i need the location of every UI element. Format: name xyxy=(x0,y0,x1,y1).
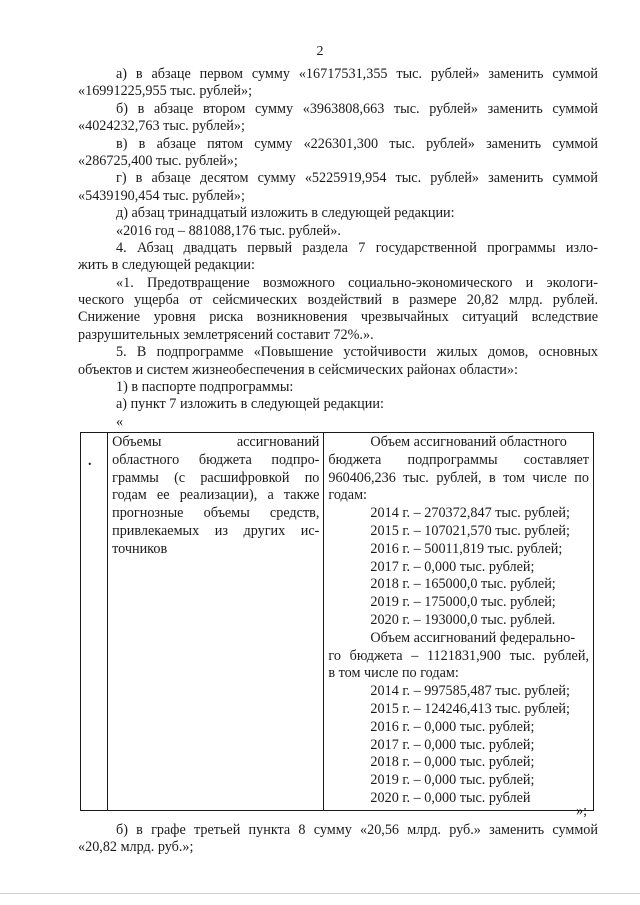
description-line: привлекаемых из других ис- xyxy=(112,522,320,539)
text-line: 2019 г. – 175000,0 тыс. рублей; xyxy=(370,594,556,611)
text-line: Объем ассигнований федерально- xyxy=(370,629,576,646)
page-number: 2 xyxy=(316,44,324,59)
text-line: в) в абзаце пятом сумму «226301,300 тыс. рублей» заменить суммой xyxy=(116,135,598,152)
text-line: б) в абзаце втором сумму «3963808,663 тыс. рублей» заменить суммой xyxy=(116,100,598,117)
text-line: 2020 г. – 0,000 тыс. рублей xyxy=(370,789,531,806)
text-line: 4. Абзац двадцать первый раздела 7 государственной программы изло- xyxy=(116,239,598,256)
row-number: . xyxy=(88,453,92,469)
table-row xyxy=(81,433,594,811)
text-line: 2016 г. – 0,000 тыс. рублей; xyxy=(370,718,535,735)
document-tail xyxy=(78,822,598,857)
text-line: а) пункт 7 изложить в следующей редакции: xyxy=(116,396,384,413)
description-line: граммы (с расшифровкой по xyxy=(112,469,320,486)
text-line: «286725,400 тыс. рублей»; xyxy=(78,152,238,169)
text-line: 960406,236 тыс. рублей, в том числе по xyxy=(328,469,589,486)
text-line: ческого ущерба от сейсмических воздействий в размере 20,82 млрд. рублей. xyxy=(78,292,598,309)
closing-quote: »; xyxy=(576,803,588,819)
text-line: 5. В подпрограмме «Повышение устойчивости жилых домов, основных xyxy=(116,344,598,361)
text-line: го бюджета – 1121831,900 тыс. рублей, xyxy=(328,647,589,664)
text-line: 2015 г. – 107021,570 тыс. рублей; xyxy=(370,522,570,539)
text-line: «16991225,955 тыс. рублей»; xyxy=(78,83,253,100)
description-line: годам ее реализации), а также xyxy=(112,487,320,504)
text-line: «1. Предотвращение возможного социально-экономического и экологи- xyxy=(116,274,598,291)
scan-edge-line xyxy=(0,893,640,894)
text-line: 2019 г. – 0,000 тыс. рублей; xyxy=(370,772,535,789)
row-number-cell xyxy=(81,433,108,811)
text-line: объектов и систем жизнеобеспечения в сейсмических районах области»: xyxy=(78,361,518,378)
text-line: Снижение уровня риска возникновения чрезвычайных ситуаций вследствие xyxy=(78,309,598,326)
text-line: б) в графе третьей пункта 8 сумму «20,56 млрд. руб.» заменить суммой xyxy=(116,822,598,838)
funding-values-cell xyxy=(324,433,594,811)
description-line: прогнозные объемы средств, xyxy=(112,505,320,522)
text-line: д) абзац тринадцатый изложить в следующей редакции: xyxy=(116,205,455,222)
text-line: 2017 г. – 0,000 тыс. рублей; xyxy=(370,558,535,575)
text-line: в том числе по годам: xyxy=(328,665,459,682)
text-line: «5439190,454 тыс. рублей»; xyxy=(78,187,245,204)
description-line: Объемы ассигнований xyxy=(112,434,320,450)
text-line: разрушительных землетрясений составит 72%.». xyxy=(78,326,374,343)
text-line: 2018 г. – 165000,0 тыс. рублей; xyxy=(370,576,556,593)
text-line: г) в абзаце десятом сумму «5225919,954 тыс. рублей» заменить суммой xyxy=(116,170,598,187)
text-line: 2017 г. – 0,000 тыс. рублей; xyxy=(370,736,535,753)
text-line: 2020 г. – 193000,0 тыс. рублей. xyxy=(370,611,556,628)
text-line: 2018 г. – 0,000 тыс. рублей; xyxy=(370,754,535,771)
program-funding-table xyxy=(80,432,594,811)
document-body xyxy=(78,66,598,430)
text-line: бюджета подпрограммы составляет xyxy=(328,451,589,468)
opening-quote: « xyxy=(116,413,124,430)
text-line: 2015 г. – 124246,413 тыс. рублей; xyxy=(370,700,570,717)
text-line: 1) в паспорте подпрограммы: xyxy=(116,379,294,396)
text-line: Объем ассигнований областного xyxy=(370,434,567,450)
text-line: «4024232,763 тыс. рублей»; xyxy=(78,118,245,135)
funding-description-cell xyxy=(108,433,324,811)
text-line: а) в абзаце первом сумму «16717531,355 тыс. рублей» заменить суммой xyxy=(116,66,598,82)
text-line: 2014 г. – 997585,487 тыс. рублей; xyxy=(370,683,570,700)
text-line: 2014 г. – 270372,847 тыс. рублей; xyxy=(370,505,570,522)
text-line: «20,82 млрд. руб.»; xyxy=(78,839,194,856)
description-line: областного бюджета подпро- xyxy=(112,451,320,468)
text-line: жить в следующей редакции: xyxy=(78,257,255,274)
text-line: «2016 год – 881088,176 тыс. рублей». xyxy=(116,222,341,239)
description-line: точников xyxy=(112,540,168,557)
text-line: 2016 г. – 50011,819 тыс. рублей; xyxy=(370,540,563,557)
text-line: годам: xyxy=(328,487,367,504)
